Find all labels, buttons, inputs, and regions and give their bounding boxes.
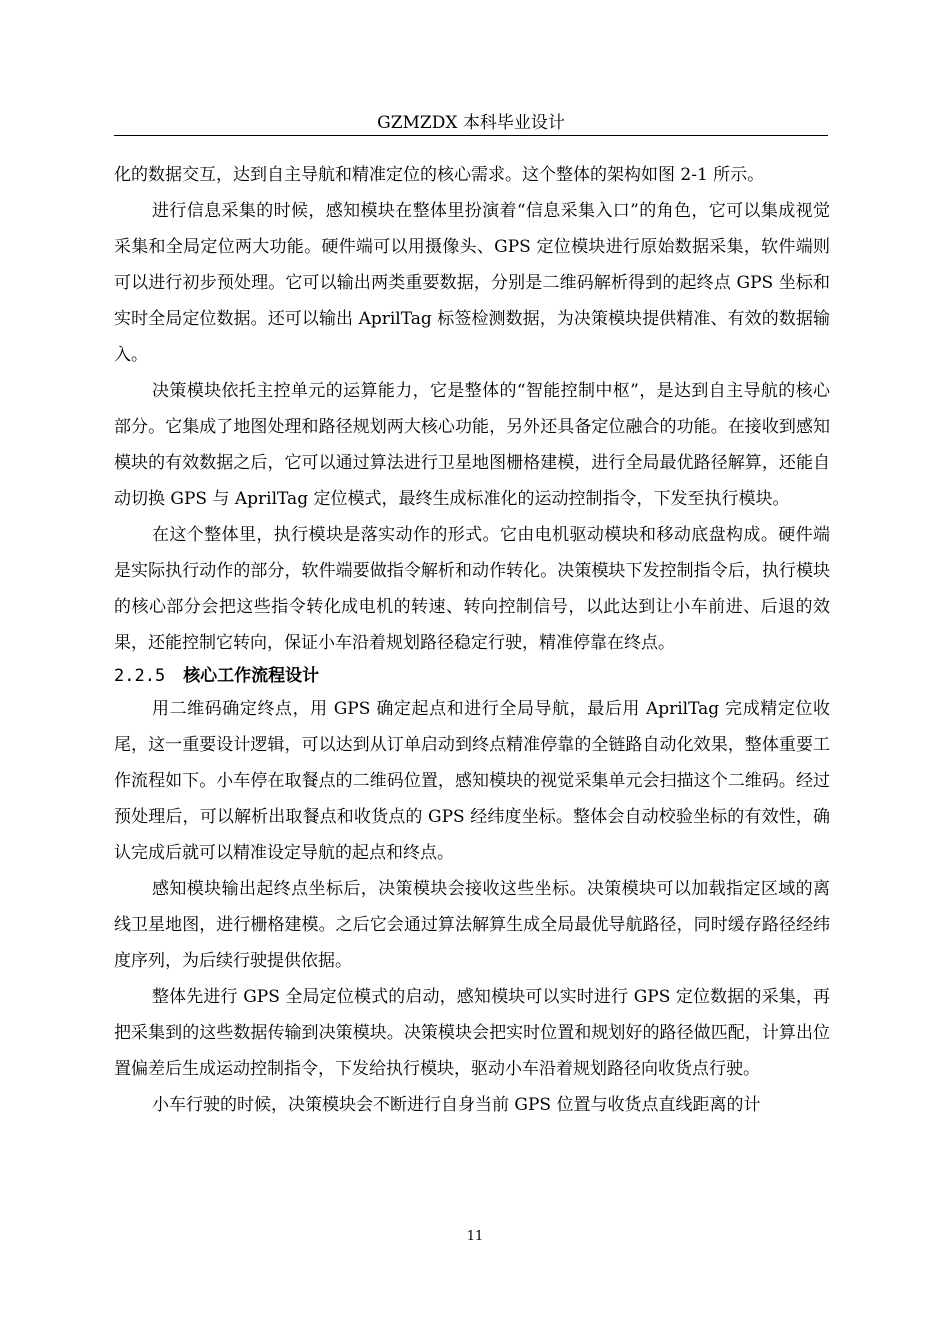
paragraph-continued: 化的数据交互，达到自主导航和精准定位的核心需求。这个整体的架构如图 2-1 所示。 bbox=[114, 165, 765, 185]
paragraph-decision-module: 决策模块依托主控单元的运算能力，它是整体的“智能控制中枢”，是达到自主导航的核心部分。它集成了地图处理和路径规划两大核心功能，另外还具备定位融合的功能。在接收到感知模块的有效数据之后，它可以通过算法进行卫星地图栅格建模，进行全局最优路径解算，还能自动切换 GPS 与 AprilTag 定位模式，最终生成标准化的运动控制指令，下发至执行模块。 bbox=[114, 381, 830, 509]
paragraph-execution-module: 在这个整体里，执行模块是落实动作的形式。它由电机驱动模块和移动底盘构成。硬件端是实际执行动作的部分，软件端要做指令解析和动作转化。决策模块下发控制指令后，执行模块的核心部分会把这些指令转化成电机的转速、转向控制信号，以此达到让小车前进、后退的效果，还能控制它转向，保证小车沿着规划路径稳定行驶，精准停靠在终点。 bbox=[114, 525, 830, 653]
section-title: 核心工作流程设计 bbox=[183, 666, 320, 686]
section-heading bbox=[114, 661, 830, 691]
page-number: 11 bbox=[466, 1229, 484, 1244]
paragraph-distance-check: 小车行驶的时候，决策模块会不断进行自身当前 GPS 位置与收货点直线距离的计 bbox=[152, 1095, 761, 1115]
section-number: 2.2.5 bbox=[114, 666, 166, 686]
paragraph-workflow-overview: 用二维码确定终点，用 GPS 确定起点和进行全局导航，最后用 AprilTag 完成精定位收尾，这一重要设计逻辑，可以达到从订单启动到终点精准停靠的全链路自动化效果，整体重要工作流程如下。小车停在取餐点的二维码位置，感知模块的视觉采集单元会扫描这个二维码。经过预处理后，可以解析出取餐点和收货点的 GPS 经纬度坐标。整体会自动校验坐标的有效性，确认完成后就可以精准设定导航的起点和终点。 bbox=[114, 699, 830, 863]
paragraph-perception-module: 进行信息采集的时候，感知模块在整体里扮演着“信息采集入口”的角色，它可以集成视觉采集和全局定位两大功能。硬件端可以用摄像头、GPS 定位模块进行原始数据采集，软件端则可以进行初步预处理。它可以输出两类重要数据，分别是二维码解析得到的起终点 GPS 坐标和实时全局定位数据。还可以输出 AprilTag 标签检测数据，为决策模块提供精准、有效的数据输入。 bbox=[114, 201, 830, 365]
document-body bbox=[114, 157, 830, 1123]
page-header: GZMZDX 本科毕业设计 bbox=[377, 113, 565, 133]
paragraph-gps-navigation: 整体先进行 GPS 全局定位模式的启动，感知模块可以实时进行 GPS 定位数据的采集，再把采集到的这些数据传输到决策模块。决策模块会把实时位置和规划好的路径做匹配，计算出位置偏差后生成运动控制指令，下发给执行模块，驱动小车沿着规划路径向收货点行驶。 bbox=[114, 987, 830, 1079]
paragraph-path-planning: 感知模块输出起终点坐标后，决策模块会接收这些坐标。决策模块可以加载指定区域的离线卫星地图，进行栅格建模。之后它会通过算法解算生成全局最优导航路径，同时缓存路径经纬度序列，为后续行驶提供依据。 bbox=[114, 879, 830, 971]
header-divider bbox=[114, 135, 828, 136]
